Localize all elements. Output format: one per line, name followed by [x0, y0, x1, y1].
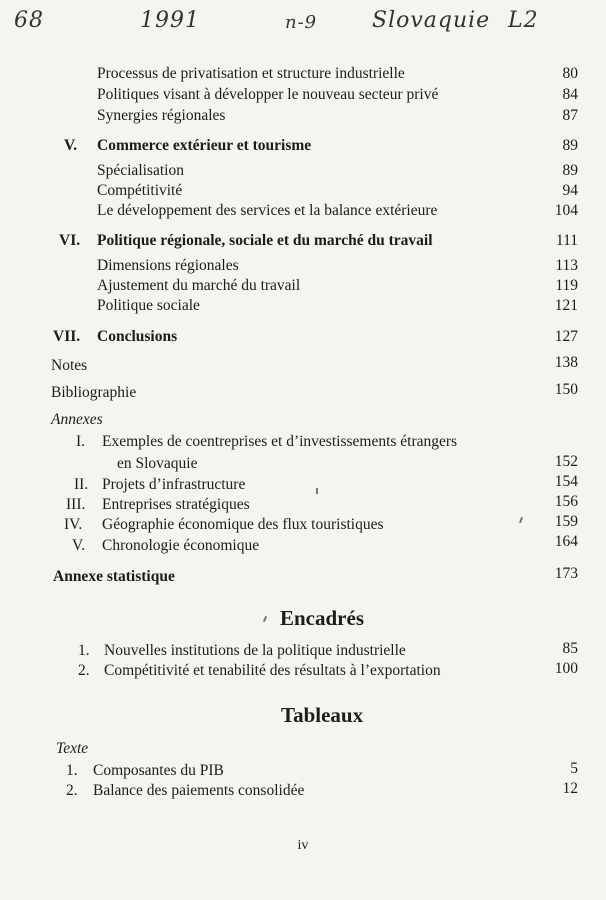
encadre-1-number: 1. [78, 642, 90, 659]
toc-page-privatisation: 80 [562, 65, 578, 82]
encadre-2-title: Compétitivité et tenabilité des résultats à l’exportation [104, 662, 441, 679]
toc-entry-services: Le développement des services et la balance extérieure [97, 202, 438, 219]
toc-page-bibliographie: 150 [554, 381, 578, 398]
toc-section-v-number: V. [64, 137, 78, 154]
handwritten-note-year: 1991 [140, 8, 200, 33]
annexe-v-number: V. [72, 537, 86, 554]
scan-speck [316, 488, 318, 494]
toc-page-annexe-statistique: 173 [554, 565, 578, 582]
annexe-ii-number: II. [74, 476, 89, 493]
handwritten-note-68: 68 [14, 8, 44, 33]
toc-entry-secteur-prive: Politiques visant à développer le nouveau secteur privé [97, 86, 439, 103]
toc-section-vii-number: VII. [53, 328, 81, 345]
tableau-1-page: 5 [570, 760, 578, 777]
toc-entry-synergies: Synergies régionales [97, 107, 226, 124]
tableaux-heading: Tableaux [281, 703, 364, 727]
tableau-2-page: 12 [562, 780, 578, 797]
toc-section-v-title: Commerce extérieur et tourisme [97, 137, 312, 154]
annexe-i-title: Exemples de coentreprises et d’investissements étrangers [102, 433, 458, 450]
toc-entry-competitivite: Compétitivité [97, 182, 183, 199]
handwritten-note-n9: n-9 [285, 12, 318, 33]
annexe-iii-number: III. [66, 496, 86, 513]
annexe-v-title: Chronologie économique [102, 537, 260, 554]
encadres-heading: Encadrés [280, 606, 364, 630]
annexe-i-page: 152 [554, 453, 578, 470]
toc-page-specialisation: 89 [562, 162, 578, 179]
encadre-1-page: 85 [562, 640, 578, 657]
toc-annexes-heading: Annexes [51, 411, 103, 428]
toc-section-v-page: 89 [562, 137, 578, 154]
encadre-2-page: 100 [554, 660, 578, 677]
toc-page-ajustement: 119 [555, 277, 578, 294]
annexe-iii-title: Entreprises stratégiques [102, 496, 250, 513]
toc-page-secteur-prive: 84 [562, 86, 578, 103]
toc-section-vii-page: 127 [554, 328, 578, 345]
toc-entry-privatisation: Processus de privatisation et structure industrielle [97, 65, 405, 82]
annexe-iii-page: 156 [554, 493, 578, 510]
annexe-v-page: 164 [554, 533, 578, 550]
toc-section-vi-number: VI. [59, 232, 81, 249]
annexe-i-number: I. [76, 433, 86, 450]
tableau-2-title: Balance des paiements consolidée [93, 782, 305, 799]
handwritten-note-l2: L2 [508, 8, 539, 33]
encadre-1-title: Nouvelles institutions de la politique industrielle [104, 642, 406, 659]
toc-entry-bibliographie: Bibliographie [51, 384, 137, 401]
toc-page-notes: 138 [554, 354, 578, 371]
page-number-footer: iv [297, 838, 309, 853]
toc-page-services: 104 [554, 202, 578, 219]
tableau-1-title: Composantes du PIB [93, 762, 224, 779]
toc-page-synergies: 87 [562, 107, 578, 124]
encadre-2-number: 2. [78, 662, 90, 679]
toc-section-vi-page: 111 [555, 232, 578, 249]
toc-section-vi-title: Politique régionale, sociale et du marché du travail [97, 232, 433, 249]
tableau-1-number: 1. [66, 762, 78, 779]
annexe-i-title-cont: en Slovaquie [117, 455, 198, 472]
tableaux-texte-subheading: Texte [56, 740, 89, 757]
toc-section-vii-title: Conclusions [97, 328, 178, 345]
scan-speck [263, 616, 267, 622]
toc-annexe-statistique: Annexe statistique [53, 568, 175, 585]
toc-entry-ajustement: Ajustement du marché du travail [97, 277, 301, 294]
toc-page-dimensions: 113 [555, 257, 578, 274]
toc-page-competitivite: 94 [562, 182, 578, 199]
toc-entry-politique-sociale: Politique sociale [97, 297, 200, 314]
tableau-2-number: 2. [66, 782, 78, 799]
annexe-iv-number: IV. [64, 516, 83, 533]
scan-speck [519, 517, 523, 523]
toc-entry-notes: Notes [51, 357, 88, 374]
annexe-ii-title: Projets d’infrastructure [102, 476, 246, 493]
toc-page-politique-sociale: 121 [554, 297, 578, 314]
annexe-iv-page: 159 [554, 513, 578, 530]
handwritten-note-country: Slovaquie [372, 8, 491, 33]
annexe-ii-page: 154 [554, 473, 578, 490]
toc-entry-dimensions: Dimensions régionales [97, 257, 239, 274]
toc-entry-specialisation: Spécialisation [97, 162, 184, 179]
annexe-iv-title: Géographie économique des flux touristiques [102, 516, 384, 533]
